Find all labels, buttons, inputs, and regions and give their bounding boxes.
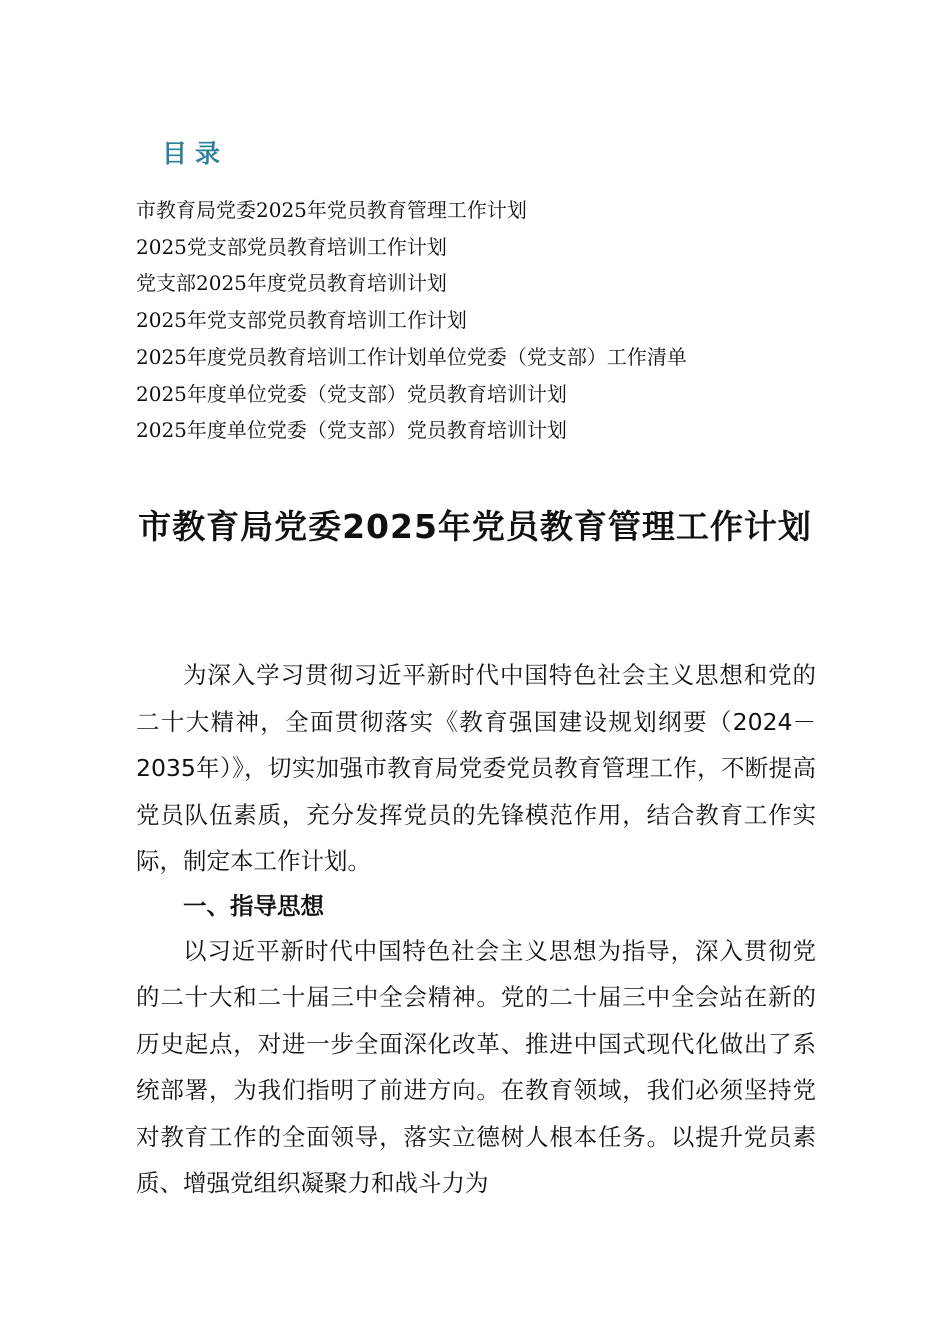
- document-body: [136, 652, 816, 1207]
- toc-item[interactable]: 2025党支部党员教育培训工作计划: [136, 234, 447, 259]
- toc-item[interactable]: 2025年度单位党委（党支部）党员教育培训计划: [136, 381, 567, 406]
- toc-item[interactable]: 2025年党支部党员教育培训工作计划: [136, 308, 467, 333]
- section-paragraph-guiding-ideology: 以习近平新时代中国特色社会主义思想为指导，深入贯彻党的二十大和二十届三中全会精神。党的二十届三中全会站在新的历史起点，对进一步全面深化改革、推进中国式现代化做出了系统部署，为我们指明了前进方向。在教育领域，我们必须坚持党对教育工作的全面领导，落实立德树人根本任务。以提升党员素质、增强党组织凝聚力和战斗力为: [136, 936, 816, 1197]
- toc-heading: 目录: [162, 139, 229, 168]
- toc-item[interactable]: 2025年度党员教育培训工作计划单位党委（党支部）工作清单: [136, 344, 687, 369]
- toc-item[interactable]: 市教育局党委2025年党员教育管理工作计划: [136, 198, 527, 222]
- toc-item[interactable]: 2025年度单位党委（党支部）党员教育培训计划: [136, 418, 567, 443]
- section-heading-guiding-ideology: 一、指导思想: [183, 891, 324, 920]
- toc-list: [136, 192, 687, 449]
- intro-paragraph: 为深入学习贯彻习近平新时代中国特色社会主义思想和党的二十大精神，全面贯彻落实《教育强国建设规划纲要（2024－2035年）》，切实加强市教育局党委党员教育管理工作，不断提高党员队伍素质，充分发挥党员的先锋模范作用，结合教育工作实际，制定本工作计划。: [136, 661, 816, 875]
- toc-item[interactable]: 党支部2025年度党员教育培训计划: [136, 271, 447, 296]
- document-title: 市教育局党委2025年党员教育管理工作计划: [138, 507, 812, 546]
